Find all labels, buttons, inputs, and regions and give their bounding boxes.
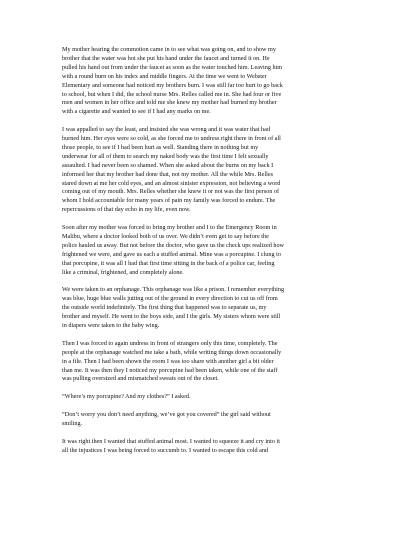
paragraph-4: We were taken to an orphanage. This orphanage was like a prison. I remember everything was blue, huge blue walls jutting out of the ground in every direction to cut us off from the outside world indefinitely. The first thing that happened was to separate us, my brother and myself. He went to the boys side, and I the girls. My sisters whom were still in diapers were taken to the baby wing. (62, 286, 285, 330)
paragraph-6: “Where’s my porcupine? And my clothes?” I asked. (62, 393, 191, 401)
paragraph-8: It was right then I wanted that stuffed animal most. I wanted to squeeze it and cry into it all the injustices I was being forced to succumb to. I wanted to escape this cold and (62, 437, 280, 454)
paragraph-3: Soon after my mother was forced to bring my brother and I to the Emergency Room in Malibu, where a doctor looked both of us over. We didn’t even get to say before the police hauled us away. But not before the doctor, who gave us the check ups realized how frightened we were, and gave us each a stuffed animal. Mine was a porcupine. I clung to that porcupine, it was all I had that first time sitting in the back of a police car, feeling like a criminal, frightened, and completely alone. (62, 224, 285, 276)
document-body (62, 46, 362, 464)
paragraph-5: Then I was forced to again undress in front of strangers only this time, completely. The people at the orphanage watched me take a bath, while writing things down occasionally in a file. Then I had been shown the room I was too share with another girl a bit older than me. It was then they I noticed my porcupine had been taken, while one of the staff was pulling oversized and mismatched sweats out of the closet. (62, 339, 282, 383)
paragraph-1: My mother hearing the commotion came in to see what was going on, and to show my brother that the water was hot she put his hand under the faucet and turned it on. He pulled his hand out from under the faucet as soon as the water touched him. Leaving him with a round burn on his index and middle fingers. At the time we went to Webster Elementary and someone had noticed my brothers burn. I was still far too hurt to go back to school, but when I did, the school nurse Mrs. Relles called me in. She had four or five men and women in her office and told me she knew my mother had burned my brother with a cigarette and wanted to see if I had any marks on me. (62, 46, 283, 116)
paragraph-7: “Don’t worry you don’t need anything, we’ve got you covered” the girl said without smiling. (62, 411, 271, 427)
paragraph-2: I was appalled to say the least, and insisted she was wrong and it was water that had burned him. Her eyes were so cold, as she forced me to undress right there in front of all those people, to see if I had been hurt as well. Standing there in nothing but my underwear for all of them to search my naked body was the first time I felt sexually assaulted. I had never been so shamed. When she asked about the burns on my back I informed her that my brother had done that, not my mother. All the while Mrs. Relles stared down at me her cold eyes, and an almost sinister expression, not believing a word coming out of my mouth. Mrs. Relles whether she knew it or not was the first person of whom I hold accountable for many years of pain my family was forced to endure. The repercussions of that day echo in my life, even now. (62, 126, 281, 214)
